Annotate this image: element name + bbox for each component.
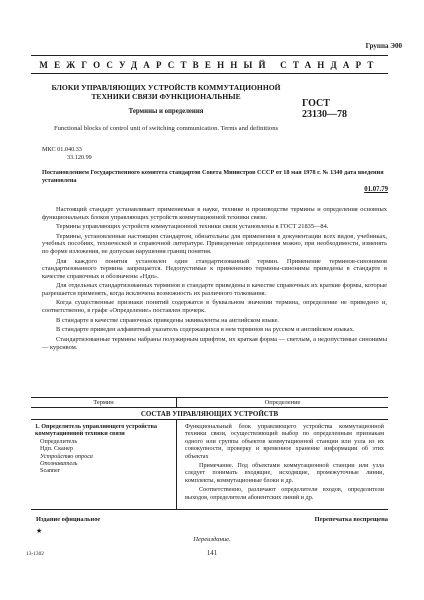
definition-text: Функциональный блок управляющего устройства коммутационной техники связи, осуществляющий выбор по определенным признакам одного или группы объектов коммутационной станции или узла из их совокупности, проверку и временное хранение информации об этих объектах xyxy=(185,423,384,460)
document-title: БЛОКИ УПРАВЛЯЮЩИХ УСТРОЙСТВ КОММУТАЦИОННОЙ ТЕХНИКИ СВЯЗИ ФУНКЦИОНАЛЬНЫЕ xyxy=(51,83,281,101)
gost-label: ГОСТ xyxy=(302,98,330,109)
reprint-label: Переиздание. xyxy=(193,536,231,543)
column-header-term: Термин xyxy=(31,398,177,407)
definition-cell xyxy=(177,420,388,509)
intro-text xyxy=(42,206,387,353)
english-title: Functional blocks of control unit of switching communication. Terms and definitions xyxy=(53,125,279,132)
paragraph: В стандарте в качестве справочных приведены эквиваленты на английском языке. xyxy=(56,316,280,324)
classification-group: Группа Э00 xyxy=(365,42,402,50)
terms-table xyxy=(31,397,388,510)
paragraph: Термины управляющих устройств коммутационной техники связи установлены в ГОСТ 21835—84. xyxy=(56,223,329,231)
term-cell xyxy=(31,420,177,509)
reprint-ban-label: Перепечатка воспрещена xyxy=(314,516,388,523)
document-subtitle: Термины и определения xyxy=(128,108,204,115)
term-ndp: Ндп. Сканер xyxy=(40,445,73,453)
paragraph: Стандартизованные термины набраны полужирным шрифтом, их краткая форма — светлым, а недопустимые синонимы — курсивом. xyxy=(42,336,387,351)
heading-rule xyxy=(31,73,388,74)
term-synonym: Устройство опроса xyxy=(40,452,93,460)
term-title: 1. Определитель управляющего устройства коммутационной техники связи xyxy=(35,423,158,438)
paragraph: Настоящий стандарт устанавливает применяемые в науке, технике и производстве термины и определения основных функциональных блоков управляющих устройств коммутационной техники связи. xyxy=(42,206,387,221)
definition-text: Соответственно, различают определители входов, определители выходов, определители абонентских линий и др. xyxy=(185,486,384,501)
table-header-row xyxy=(31,398,388,408)
paragraph: Для отдельных стандартизованных терминов в стандарте приведены в качестве справочных их краткие формы, которые разрешается применять, когда исключена возможность их различного толкования. xyxy=(42,282,387,297)
paragraph: В стандарте приведен алфавитный указатель содержащихся в нем терминов на русском и английском языках. xyxy=(56,326,355,334)
star-icon: ★ xyxy=(36,527,43,535)
table-row xyxy=(31,420,388,509)
definition-note: Примечание. Под объектами коммутационной станции или узла следует понимать входящие, исходящие, промежуточные линии, комплекты, коммутационные блоки и др. xyxy=(185,462,384,484)
gost-number: 23130—78 xyxy=(302,109,347,120)
gost-number-block xyxy=(302,98,347,120)
mks-code-1: МКС 01.040.33 xyxy=(42,146,82,153)
term-synonym: Опознаватель xyxy=(40,460,78,468)
column-header-definition: Определение xyxy=(264,399,301,406)
decree-text: Постановлением Государственного комитета стандартов Совета Министров СССР от 18 мая 1978 г. № 1340 дата введения установлена xyxy=(42,169,384,184)
term-short-form: Определитель xyxy=(40,437,78,445)
effective-date: 01.07.79 xyxy=(364,186,388,193)
paragraph: Когда существенные признаки понятий содержатся в буквальном значении термина, определение не приведено и, соответственно, в графе «Определение» поставлен прочерк. xyxy=(42,299,387,314)
table-section-title: СОСТАВ УПРАВЛЯЮЩИХ УСТРОЙСТВ xyxy=(31,408,388,420)
paragraph: Термины, установленные настоящим стандартом, обязательны для применения в документации всех видов, учебниках, учебных пособиях, технической и справочной литературе. Приведенные определения можно, при необходимости, изменять по форме изложения, не допуская нарушения границ понятия. xyxy=(42,232,387,255)
top-rule xyxy=(31,55,388,56)
mks-codes xyxy=(42,146,92,161)
standard-kind-heading: МЕЖГОСУДАРСТВЕННЫЙ СТАНДАРТ xyxy=(39,60,380,70)
page-number: 141 xyxy=(206,550,218,557)
mks-code-2: 33.120.99 xyxy=(67,153,92,161)
print-code: 13-1302 xyxy=(26,551,44,557)
official-edition-label: Издание официальное xyxy=(36,516,101,523)
term-english: Scanner xyxy=(40,467,60,475)
paragraph: Для каждого понятия установлен один стандартизованный термин. Применение терминов-синонимов стандартизованного термина запрещается. Недопустимые к применению термины-синонимы приведены в стандарте в качестве справочных и обозначены «Ндп». xyxy=(42,257,387,280)
